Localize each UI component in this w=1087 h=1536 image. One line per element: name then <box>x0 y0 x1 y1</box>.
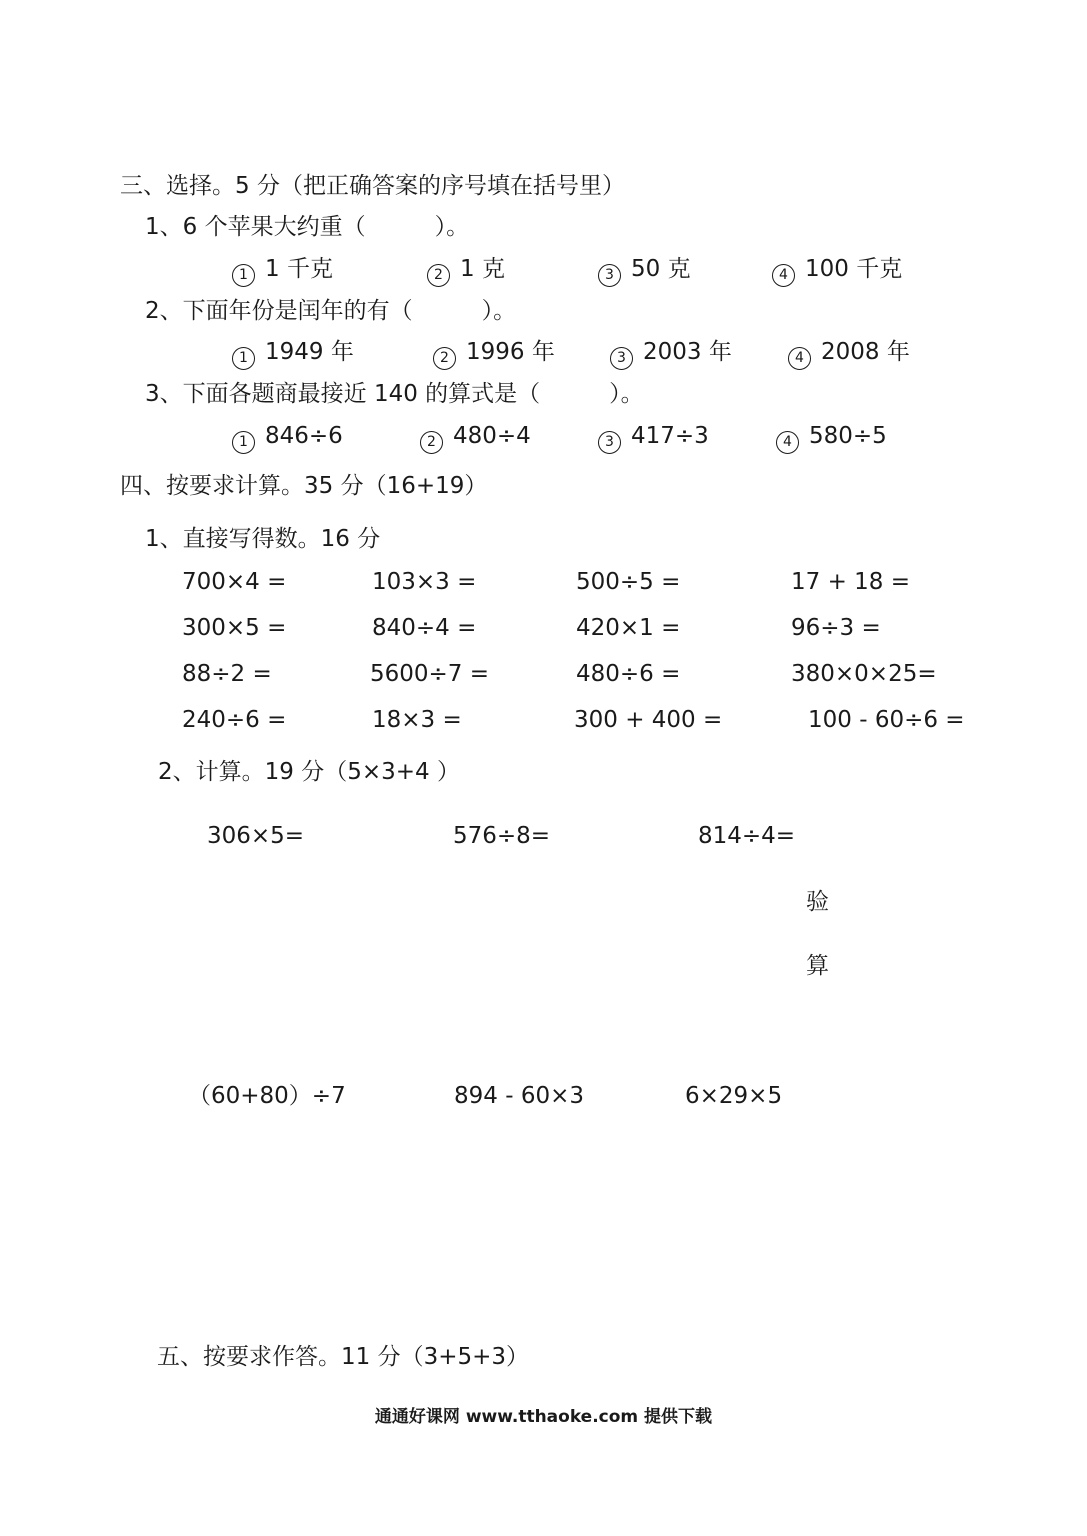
option-text: 417÷3 <box>631 423 709 449</box>
q3-option-3 <box>598 421 709 454</box>
q3-option-4 <box>776 421 887 454</box>
circled-number-icon: 2 <box>420 431 443 454</box>
circled-number-icon: 3 <box>598 264 621 287</box>
q3-stem: 3、下面各题商最接近 140 的算式是（ ）。 <box>145 381 644 407</box>
circled-number-icon: 3 <box>598 431 621 454</box>
q1-stem: 1、6 个苹果大约重（ ）。 <box>145 214 470 240</box>
oral-calc-item: 240÷6 = <box>182 707 287 733</box>
q2-option-2 <box>433 337 555 370</box>
oral-calc-item: 100 - 60÷6 = <box>808 707 965 733</box>
part1-heading: 1、直接写得数。16 分 <box>145 526 381 552</box>
option-text: 1 千克 <box>265 256 333 282</box>
oral-calc-item: 96÷3 = <box>791 615 881 641</box>
circled-number-icon: 3 <box>610 347 633 370</box>
oral-calc-item: 103×3 = <box>372 569 477 595</box>
q2-stem: 2、下面年份是闰年的有（ ）。 <box>145 298 517 324</box>
q3-option-1 <box>232 421 343 454</box>
option-text: 1996 年 <box>466 339 555 365</box>
written-calc-item: 6×29×5 <box>685 1083 783 1109</box>
circled-number-icon: 4 <box>788 347 811 370</box>
circled-number-icon: 1 <box>232 347 255 370</box>
option-text: 100 千克 <box>805 256 903 282</box>
option-text: 50 克 <box>631 256 691 282</box>
part2-heading: 2、计算。19 分（5×3+4 ） <box>158 759 460 785</box>
q2-option-4 <box>788 337 910 370</box>
circled-number-icon: 2 <box>427 264 450 287</box>
written-calc-item: 576÷8= <box>453 823 551 849</box>
oral-calc-item: 500÷5 = <box>576 569 681 595</box>
q1-option-2 <box>427 254 505 287</box>
check-label: 算 <box>806 953 829 979</box>
written-calc-item: 814÷4= <box>698 823 796 849</box>
oral-calc-item: 480÷6 = <box>576 661 681 687</box>
circled-number-icon: 1 <box>232 264 255 287</box>
footer-watermark: 通通好课网 www.tthaoke.com 提供下载 <box>374 1407 713 1427</box>
q2-option-3 <box>610 337 732 370</box>
oral-calc-item: 700×4 = <box>182 569 287 595</box>
oral-calc-item: 18×3 = <box>372 707 462 733</box>
oral-calc-item: 88÷2 = <box>182 661 272 687</box>
q3-option-2 <box>420 421 531 454</box>
oral-calc-item: 300×5 = <box>182 615 287 641</box>
q1-option-1 <box>232 254 333 287</box>
circled-number-icon: 2 <box>433 347 456 370</box>
oral-calc-item: 300 + 400 = <box>574 707 723 733</box>
section5-heading: 五、按要求作答。11 分（3+5+3） <box>157 1344 530 1370</box>
oral-calc-item: 840÷4 = <box>372 615 477 641</box>
option-text: 1949 年 <box>265 339 354 365</box>
section3-heading: 三、选择。5 分（把正确答案的序号填在括号里） <box>120 173 625 199</box>
circled-number-icon: 4 <box>772 264 795 287</box>
oral-calc-item: 5600÷7 = <box>370 661 490 687</box>
written-calc-item: 306×5= <box>207 823 305 849</box>
option-text: 580÷5 <box>809 423 887 449</box>
section4-heading: 四、按要求计算。35 分（16+19） <box>120 473 488 499</box>
option-text: 2008 年 <box>821 339 910 365</box>
circled-number-icon: 4 <box>776 431 799 454</box>
oral-calc-item: 420×1 = <box>576 615 681 641</box>
circled-number-icon: 1 <box>232 431 255 454</box>
q2-option-1 <box>232 337 354 370</box>
oral-calc-item: 380×0×25= <box>791 661 937 687</box>
q1-option-3 <box>598 254 691 287</box>
option-text: 2003 年 <box>643 339 732 365</box>
written-calc-item: 894 - 60×3 <box>454 1083 584 1109</box>
oral-calc-item: 17 + 18 = <box>791 569 911 595</box>
option-text: 480÷4 <box>453 423 531 449</box>
written-calc-item: （60+80）÷7 <box>188 1083 346 1109</box>
check-label: 验 <box>806 889 829 915</box>
q1-option-4 <box>772 254 902 287</box>
option-text: 846÷6 <box>265 423 343 449</box>
option-text: 1 克 <box>460 256 505 282</box>
